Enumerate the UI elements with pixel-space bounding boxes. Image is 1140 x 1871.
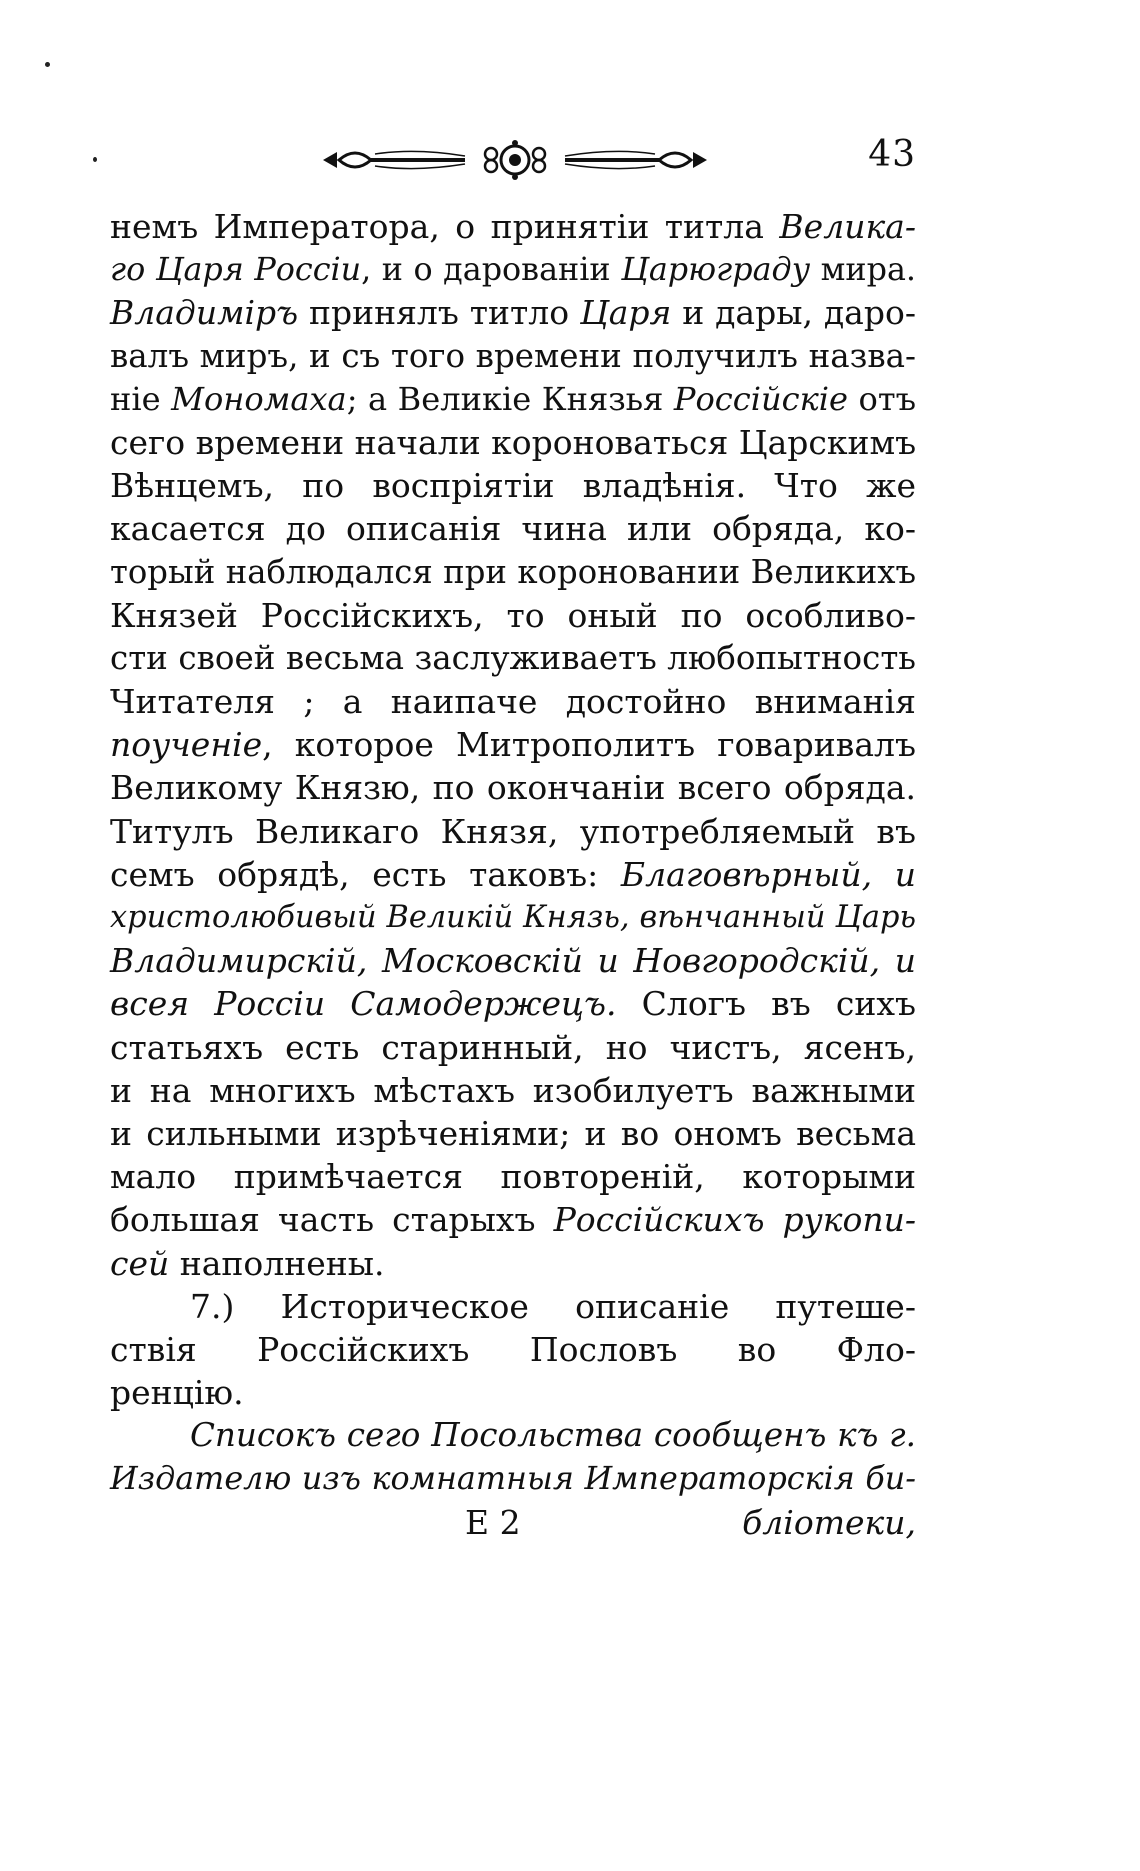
- text-run: статьяхъ есть старинный, но чистъ, ясенъ,: [110, 1027, 916, 1067]
- text-line: [110, 939, 916, 982]
- text-line: [110, 853, 916, 896]
- text-run: Великому Князю, по окончаніи всего обряда.: [110, 768, 916, 808]
- text-run: Слогъ въ сихъ: [616, 984, 916, 1024]
- italic-run: Царя: [579, 293, 672, 333]
- text-line: [110, 1328, 916, 1371]
- text-line: [110, 1198, 916, 1241]
- text-run: торый наблюдался при короновании Великихъ: [110, 552, 916, 591]
- text-line: [110, 551, 916, 594]
- text-run: семъ обрядѣ, есть таковъ:: [110, 854, 621, 894]
- text-run: немъ Императора, о принятіи титла: [110, 207, 780, 246]
- text-line: [110, 421, 916, 464]
- text-run: , и о дарованіи: [361, 251, 622, 289]
- text-line: [110, 1457, 916, 1500]
- text-run: наполнены.: [169, 1243, 385, 1283]
- italic-run: Издателю изъ комнатныя Императорскія би-: [110, 1460, 916, 1498]
- text-run: ствія Россійскихъ Пословъ во Фло-: [110, 1329, 916, 1369]
- text-run: мало примѣчается повтореній, которыми: [110, 1157, 916, 1197]
- text-line: [110, 1371, 916, 1414]
- text-line: [110, 1414, 916, 1457]
- body-text: [110, 205, 916, 1544]
- italic-run: христолюбивый Великій Князь, вѣнчанный Царь: [110, 900, 916, 935]
- text-line: [110, 896, 916, 939]
- text-line: [110, 723, 916, 766]
- text-run: принялъ титло: [298, 293, 580, 333]
- text-line: [110, 205, 916, 248]
- text-line: [110, 248, 916, 291]
- text-line: [110, 1112, 916, 1155]
- text-run: Читателя ; а наипаче достойно вниманія: [110, 682, 916, 722]
- text-line: [110, 680, 916, 723]
- text-run: Вѣнцемъ, по воспріятіи владѣнія. Что же: [110, 466, 916, 506]
- text-run: отъ: [848, 379, 917, 418]
- text-run: валъ миръ, и съ того времени получилъ назва-: [110, 336, 916, 375]
- text-line: [110, 1026, 916, 1069]
- text-line: [110, 507, 916, 550]
- text-line: [110, 594, 916, 637]
- text-line: [110, 1069, 916, 1112]
- text-run: Титулъ Великаго Князя, употребляемый въ: [110, 811, 916, 851]
- ornament-divider: [315, 140, 715, 180]
- italic-run: Россійскихъ рукопи-: [553, 1200, 916, 1240]
- italic-run: всея Россіи Самодержецъ.: [110, 984, 617, 1024]
- text-run: ніе: [110, 379, 172, 418]
- text-line: [110, 464, 916, 507]
- text-run: и на многихъ мѣстахъ изобилуетъ важными: [110, 1070, 916, 1110]
- text-line: [110, 1155, 916, 1198]
- italic-run: Владимирскій, Московскій и Новгородскій, и: [110, 941, 916, 981]
- italic-run: Благовѣрный, и: [620, 854, 917, 894]
- text-line: [110, 1285, 916, 1328]
- text-line: [110, 810, 916, 853]
- text-line: [110, 982, 916, 1025]
- page-number: 43: [868, 134, 916, 175]
- italic-run: Царюграду: [621, 251, 811, 289]
- text-run: большая часть старыхъ: [110, 1200, 554, 1240]
- text-run: ; а Великіе Князья: [346, 379, 674, 418]
- italic-run: Владиміръ: [110, 293, 299, 333]
- italic-run: сей: [110, 1243, 170, 1283]
- text-run: ренцію.: [110, 1373, 244, 1413]
- text-run: и сильными изрѣченіями; и во ономъ весьма: [110, 1113, 916, 1153]
- text-line: [110, 335, 916, 378]
- text-line: [110, 291, 916, 334]
- italic-run: поученіе: [110, 725, 263, 765]
- text-run: сего времени начали короноваться Царскимъ: [110, 422, 917, 462]
- italic-run: Россійскіе: [673, 379, 849, 418]
- text-line: [110, 766, 916, 809]
- text-line: [110, 637, 916, 680]
- italic-run: Мономаха: [171, 379, 347, 418]
- text-run: и дары, даро-: [671, 293, 916, 333]
- text-line: [110, 1242, 916, 1285]
- page-header: [110, 130, 916, 190]
- text-run: , которое Митрополитъ говаривалъ: [262, 725, 916, 765]
- text-run: сти своей весьма заслуживаетъ любопытность: [110, 638, 916, 677]
- text-run: Князей Россійскихъ, то оный по особливо-: [110, 595, 916, 635]
- page-speck: [45, 62, 50, 67]
- text-run: мира.: [810, 251, 917, 289]
- text-run: касается до описанія чина или обряда, ко-: [110, 509, 916, 549]
- italic-run: Велика-: [779, 207, 916, 246]
- catchword: бліотеки,: [742, 1502, 916, 1542]
- signature-mark: Е 2: [465, 1502, 521, 1542]
- text-run: 7.) Историческое описаніе путеше-: [190, 1286, 916, 1326]
- footer-line: [110, 1501, 916, 1544]
- text-line: [110, 378, 916, 421]
- italic-run: го Царя Россіи: [110, 251, 362, 289]
- page-speck: [93, 157, 97, 162]
- italic-run: Списокъ сего Посольства сообщенъ къ г.: [190, 1416, 916, 1455]
